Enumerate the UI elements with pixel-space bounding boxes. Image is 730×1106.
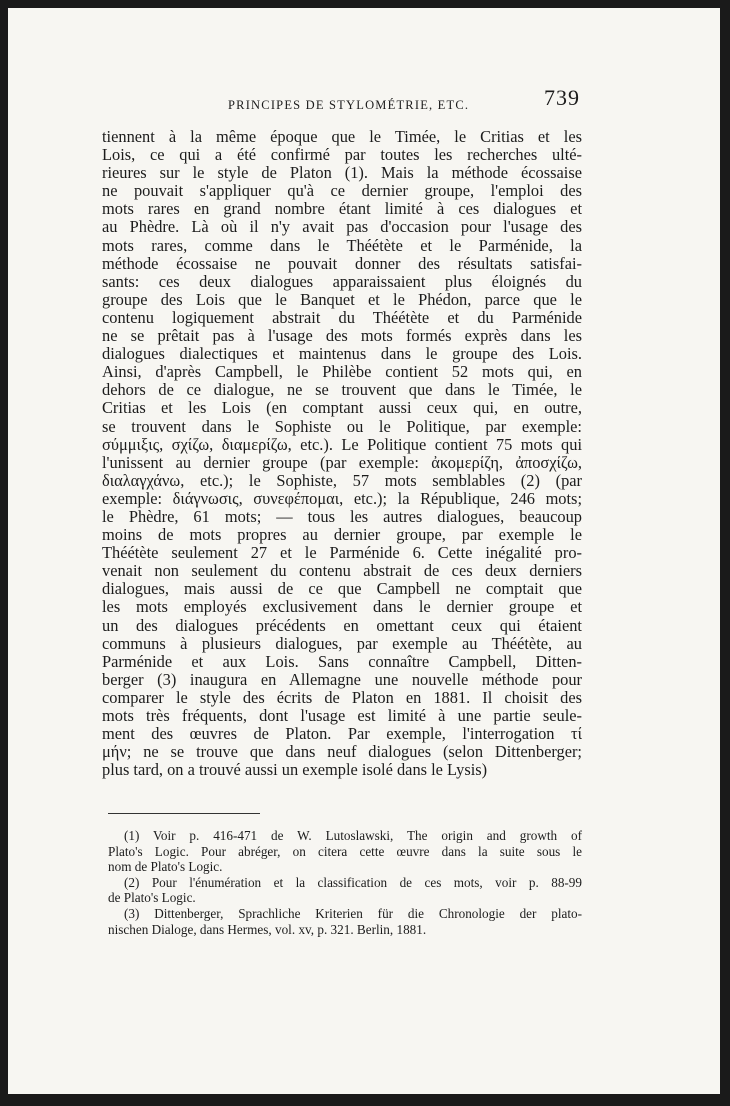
text-line: σύμμιξις, σχίζω, διαμερίζω, etc.). Le Politique contient 75 mots qui [102, 434, 582, 454]
text-line: le Phèdre, 61 mots; — tous les autres dialogues, beaucoup [102, 506, 582, 526]
text-line: communs à plusieurs dialogues, par exemple au Théétète, au [102, 633, 582, 653]
book-page [8, 8, 720, 1094]
footnote-divider [108, 813, 260, 814]
footnote-line: de Plato's Logic. [108, 890, 196, 906]
text-line: mots très fréquents, dont l'usage est limité à une partie seule- [102, 706, 582, 725]
text-line: μήν; ne se trouve que dans neuf dialogues (selon Dittenberger; [102, 742, 582, 762]
text-line: dialogues dialectiques et maintenus dans le groupe des Lois. [102, 344, 582, 364]
text-line: ment des œuvres de Platon. Par exemple, l'interrogation τί [102, 724, 582, 744]
text-line: contenu logiquement abstrait du Théétète et du Parménide [102, 307, 582, 327]
body-text [102, 128, 582, 779]
text-line: venait non seulement du contenu abstrait de ces deux derniers [102, 561, 582, 581]
text-line: moins de mots propres au dernier groupe, par exemple le [102, 525, 582, 545]
text-line: mots rares, comme dans le Théétète et le Parménide, la [102, 235, 582, 255]
text-line: dehors de ce dialogue, ne se trouvent que dans le Timée, le [102, 380, 582, 400]
footnote-line: (1) Voir p. 416-471 de W. Lutoslawski, The origin and growth of [124, 828, 582, 843]
text-line: groupe des Lois que le Banquet et le Phédon, parce que le [102, 289, 582, 309]
text-line: Critias et les Lois (en comptant aussi ceux qui, en outre, [102, 398, 582, 418]
footnote-line: (3) Dittenberger, Sprachliche Kriterien für die Chronologie der plato- [124, 905, 582, 921]
text-line: Parménide et aux Lois. Sans connaître Campbell, Ditten- [102, 651, 582, 671]
footnote-line: (2) Pour l'énumération et la classification de ces mots, voir p. 88-99 [124, 874, 582, 890]
text-line: tiennent à la même époque que le Timée, le Critias et les [102, 127, 582, 146]
text-line: exemple: διάγνωσις, συνεφέπομαι, etc.); la République, 246 mots; [102, 488, 582, 508]
text-line: sants: ces deux dialogues apparaissaient plus éloignés du [102, 271, 582, 291]
text-line: méthode écossaise ne pouvait donner des résultats satisfai- [102, 253, 582, 273]
running-title: PRINCIPES DE STYLOMÉTRIE, ETC. [228, 98, 470, 112]
text-line: l'unissent au dernier groupe (par exemple: ἀκομερίζη, ἀποσχίζω, [102, 452, 582, 472]
text-line: Lois, ce qui a été confirmé par toutes les recherches ulté- [102, 145, 582, 165]
text-line: ne se prêtait pas à l'usage des mots formés exprès dans les [102, 326, 582, 346]
footnotes [108, 828, 582, 937]
text-line: comparer le style des écrits de Platon en 1881. Il choisit des [102, 687, 582, 707]
footnote-line: nischen Dialoge, dans Hermes, vol. xv, p. 321. Berlin, 1881. [108, 921, 427, 937]
text-line: plus tard, on a trouvé aussi un exemple isolé dans le Lysis) [102, 760, 488, 780]
text-line: διαλαγχάνω, etc.); le Sophiste, 57 mots semblables (2) (par [102, 470, 582, 490]
text-line: mots rares en grand nombre étant limité à ces dialogues et [102, 199, 582, 219]
text-line: ne pouvait s'appliquer qu'à ce dernier groupe, l'emploi des [102, 181, 582, 201]
page-number: 739 [544, 85, 580, 110]
text-line: se trouvent dans le Sophiste ou le Politique, par exemple: [102, 416, 582, 436]
text-line: berger (3) inaugura en Allemagne une nouvelle méthode pour [102, 669, 582, 689]
text-line: les mots employés exclusivement dans le dernier groupe et [102, 597, 582, 617]
text-line: rieures sur le style de Platon (1). Mais la méthode écossaise [102, 163, 582, 183]
text-line: un des dialogues précédents en omettant ceux qui étaient [102, 615, 582, 635]
footnote-line: nom de Plato's Logic. [108, 859, 223, 875]
text-line: Théétète seulement 27 et le Parménide 6. Cette inégalité pro- [102, 543, 582, 563]
text-line: Ainsi, d'après Campbell, le Philèbe contient 52 mots qui, en [102, 362, 582, 382]
text-line: au Phèdre. Là où il n'y avait pas d'occasion pour l'usage des [102, 217, 582, 237]
footnote-line: Plato's Logic. Pour abréger, on citera cette œuvre dans la suite sous le [108, 843, 582, 859]
text-line: dialogues, mais aussi de ce que Campbell ne comptait que [102, 579, 582, 599]
